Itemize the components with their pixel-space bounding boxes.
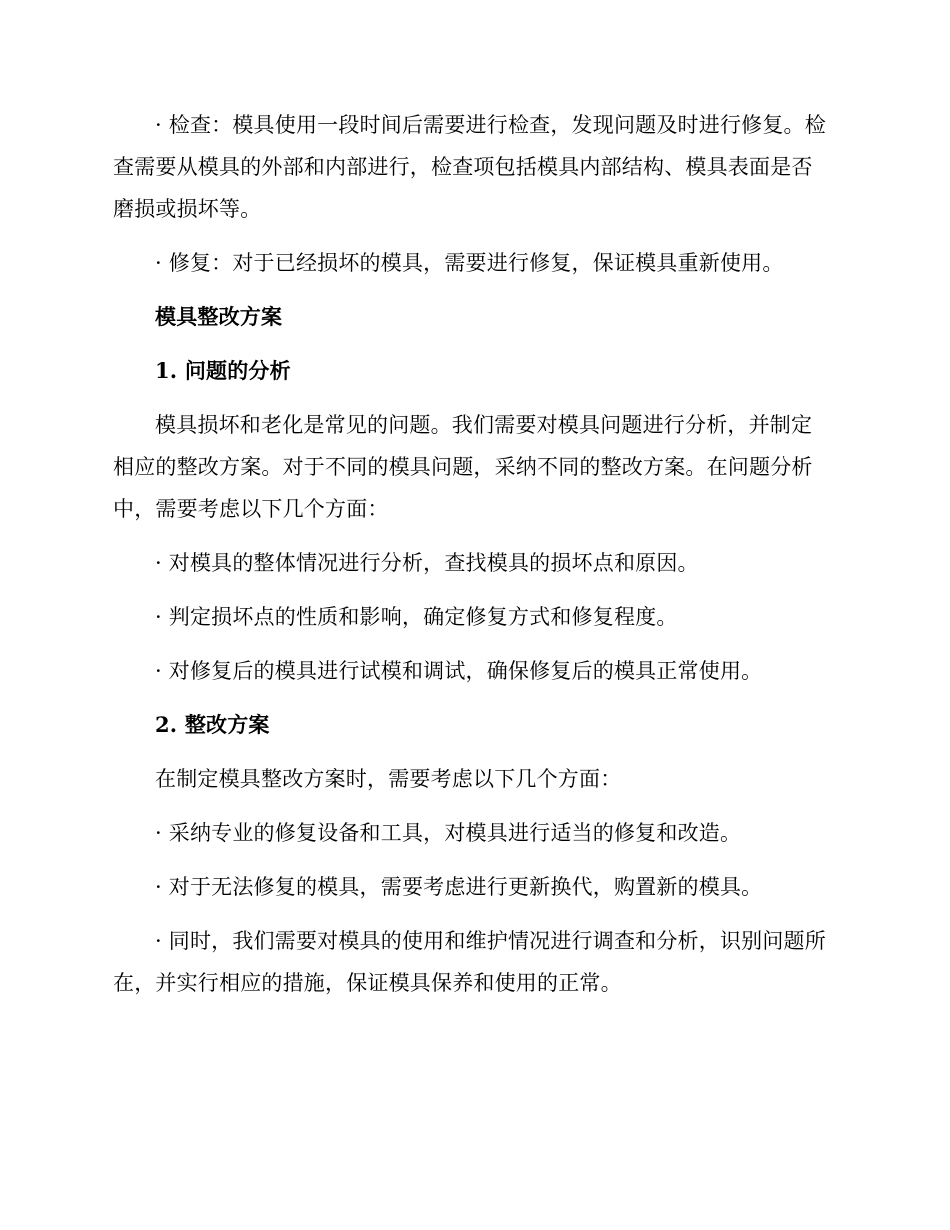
paragraph-rectification-intro: 在制定模具整改方案时，需要考虑以下几个方面： <box>155 767 622 791</box>
list-item-replace-mold: · 对于无法修复的模具，需要考虑进行更新换代，购置新的模具。 <box>155 875 763 899</box>
document-page <box>113 104 833 1016</box>
paragraph-inspection: · 检查：模具使用一段时间后需要进行检查，发现问题及时进行修复。检查需要从模具的外部和内部进行，检查项包括模具内部结构、模具表面是否磨损或损坏等。 <box>113 113 826 221</box>
paragraph-analysis-intro: 模具损坏和老化是常见的问题。我们需要对模具问题进行分析，并制定相应的整改方案。对于不同的模具问题，采纳不同的整改方案。在问题分析中，需要考虑以下几个方面： <box>113 413 813 521</box>
paragraph-repair: · 修复：对于已经损坏的模具，需要进行修复，保证模具重新使用。 <box>155 251 784 275</box>
section-heading-rectification-plan: 模具整改方案 <box>155 304 283 329</box>
list-item-professional-equipment: · 采纳专业的修复设备和工具，对模具进行适当的修复和改造。 <box>155 821 742 845</box>
subheading-rectification: 2. 整改方案 <box>155 712 270 737</box>
subheading-problem-analysis: 1. 问题的分析 <box>155 358 291 383</box>
list-item-overall-analysis: · 对模具的整体情况进行分析，查找模具的损坏点和原因。 <box>155 551 699 575</box>
list-item-damage-nature: · 判定损坏点的性质和影响，确定修复方式和修复程度。 <box>155 605 678 629</box>
list-item-investigate-maintenance: · 同时，我们需要对模具的使用和维护情况进行调查和分析，识别问题所在，并实行相应的措施，保证模具保养和使用的正常。 <box>113 929 826 995</box>
list-item-trial-debug: · 对修复后的模具进行试模和调试，确保修复后的模具正常使用。 <box>155 659 763 683</box>
